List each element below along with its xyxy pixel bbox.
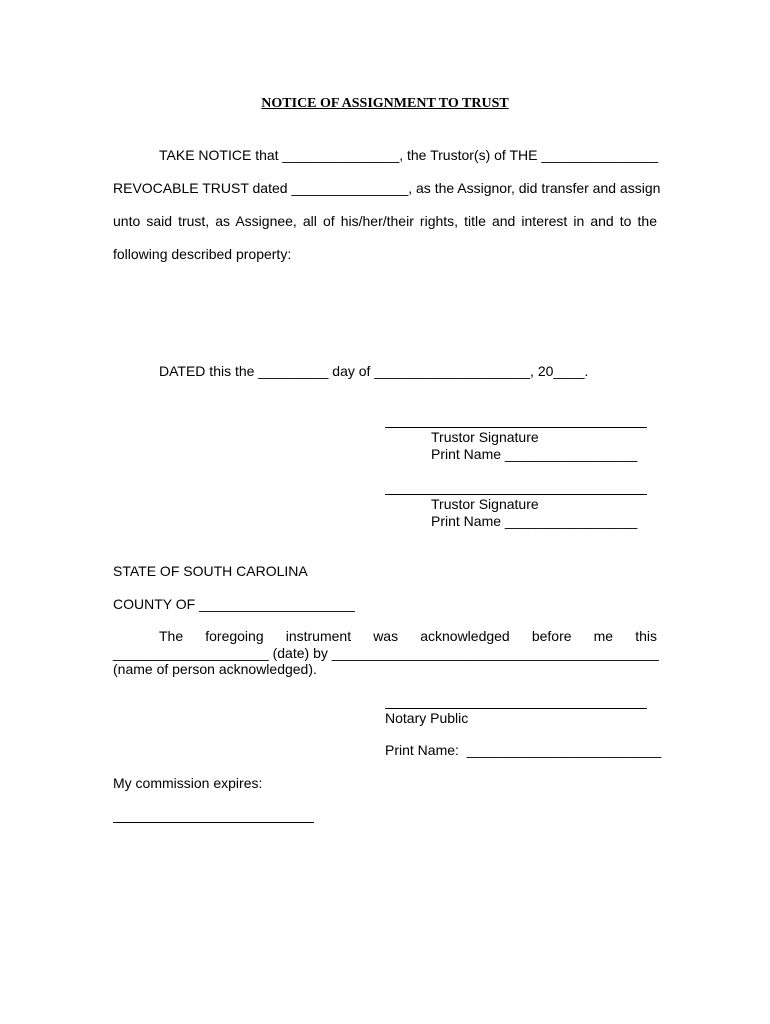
notice-line-2: REVOCABLE TRUST dated _______________, as the Assignor, did transfer and assign [113,180,661,196]
trustor-signature-line-2 [385,494,647,495]
notice-line-4: following described property: [113,246,292,262]
document-title: NOTICE OF ASSIGNMENT TO TRUST [261,96,509,111]
commission-expires-label: My commission expires: [113,775,263,791]
dated-line: DATED this the _________ day of ____________________, 20____. [159,363,589,379]
commission-expires-line [113,822,314,823]
state-heading: STATE OF SOUTH CAROLINA [113,563,308,579]
notary-print-name: Print Name: _________________________ [385,742,662,758]
trustor-signature-line-1 [385,427,647,428]
acknowledgment-line-2: ____________________ (date) by __________________________________________ [113,645,659,661]
notary-signature-line [385,708,647,709]
trustor-print-name-1: Print Name _________________ [431,446,638,462]
notary-public-label: Notary Public [385,710,469,726]
trustor-signature-label-2: Trustor Signature [431,496,539,512]
trustor-print-name-2: Print Name _________________ [431,513,638,529]
county-line: COUNTY OF ____________________ [113,596,355,612]
acknowledgment-line-3: (name of person acknowledged). [113,661,317,677]
notice-line-1: TAKE NOTICE that _______________, the Trustor(s) of THE _______________ [159,147,659,163]
acknowledgment-line-1: The foregoing instrument was acknowledged before me this [159,628,657,644]
trustor-signature-label-1: Trustor Signature [431,429,539,445]
notice-line-3: unto said trust, as Assignee, all of his/her/their rights, title and interest in and to the [113,213,657,229]
